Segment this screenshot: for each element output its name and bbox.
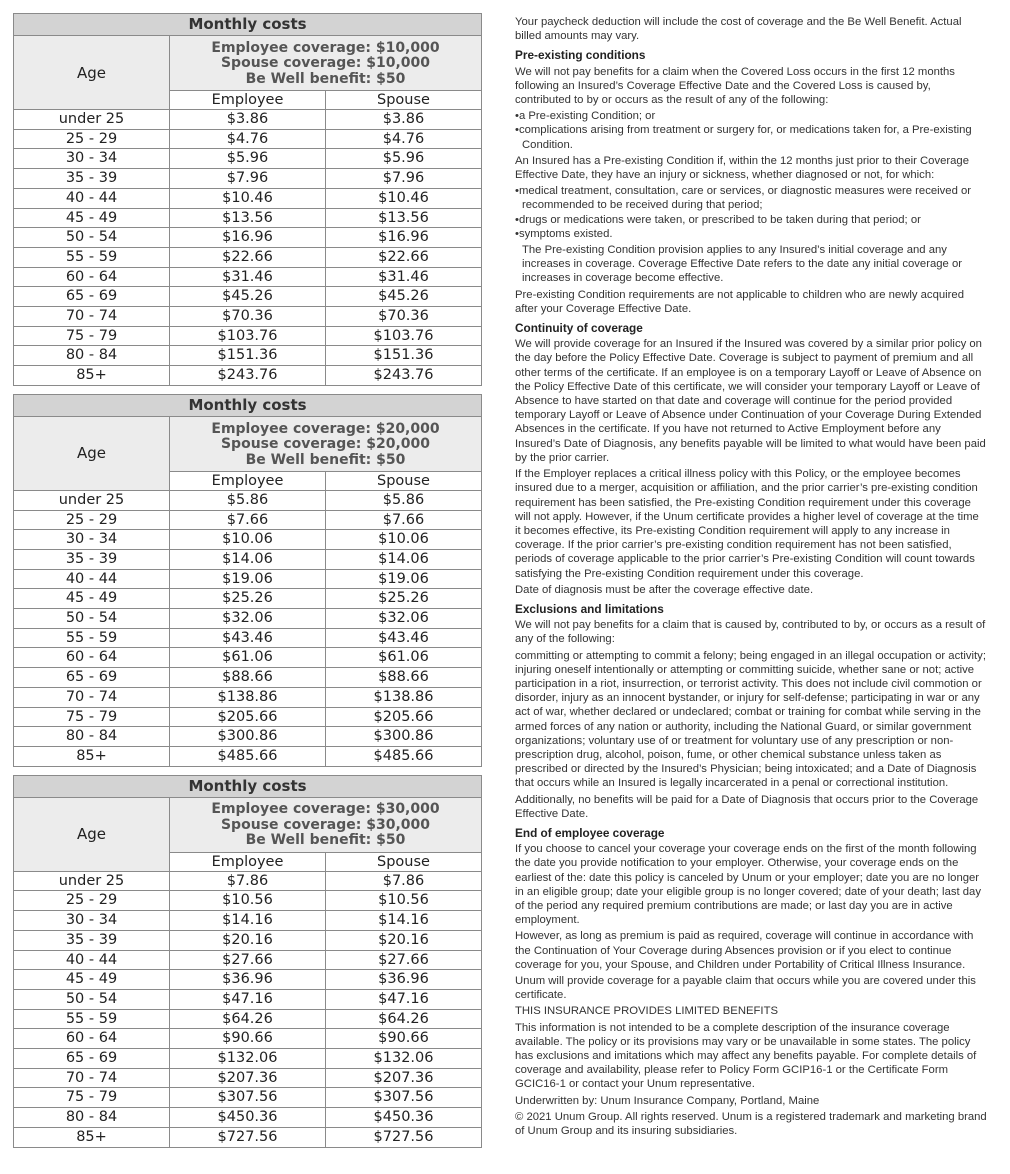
table-row [14, 1108, 482, 1128]
age-cell: 40 - 44 [14, 950, 170, 970]
employee-rate-cell: $132.06 [170, 1049, 326, 1069]
table-row [14, 1127, 482, 1147]
employee-rate-cell: $70.36 [170, 307, 326, 327]
list-item: • symptoms existed. [515, 227, 987, 241]
spouse-rate-cell: $14.16 [326, 911, 482, 931]
age-cell: 85+ [14, 366, 170, 386]
table-row [14, 549, 482, 569]
spouse-rate-cell: $45.26 [326, 287, 482, 307]
age-cell: 75 - 79 [14, 326, 170, 346]
employee-rate-cell: $727.56 [170, 1127, 326, 1147]
employee-rate-cell: $90.66 [170, 1029, 326, 1049]
age-cell: 55 - 59 [14, 628, 170, 648]
table-row [14, 149, 482, 169]
employee-rate-cell: $138.86 [170, 687, 326, 707]
be-well-benefit-line: Be Well benefit: $50 [245, 451, 406, 468]
table-row [14, 129, 482, 149]
spouse-rate-cell: $36.96 [326, 970, 482, 990]
age-cell: 60 - 64 [14, 648, 170, 668]
spouse-column-header: Spouse [326, 471, 482, 490]
employee-rate-cell: $485.66 [170, 746, 326, 766]
employee-rate-cell: $243.76 [170, 366, 326, 386]
spouse-coverage-line: Spouse coverage: $20,000 [220, 436, 431, 453]
spouse-column-header: Spouse [326, 91, 482, 110]
age-cell: 80 - 84 [14, 1108, 170, 1128]
table-row [14, 746, 482, 766]
spouse-rate-cell: $70.36 [326, 307, 482, 327]
employee-column-header: Employee [170, 852, 326, 871]
spouse-rate-cell: $727.56 [326, 1127, 482, 1147]
employee-rate-cell: $450.36 [170, 1108, 326, 1128]
spouse-rate-cell: $47.16 [326, 989, 482, 1009]
spouse-rate-cell: $151.36 [326, 346, 482, 366]
employee-rate-cell: $43.46 [170, 628, 326, 648]
table-row [14, 287, 482, 307]
spouse-rate-cell: $7.86 [326, 871, 482, 891]
table-row [14, 950, 482, 970]
paragraph: The Pre-existing Condition provision applies to any Insured’s initial coverage and any increases in coverage. Coverage Effective Date refers to the date any initial coverage or increases in coverage become effective. [522, 244, 962, 285]
table-row [14, 247, 482, 267]
spouse-rate-cell: $61.06 [326, 648, 482, 668]
age-cell: 85+ [14, 746, 170, 766]
bullet-list [515, 109, 987, 152]
employee-column-header: Employee [170, 91, 326, 110]
spouse-rate-cell: $103.76 [326, 326, 482, 346]
paragraph: Additionally, no benefits will be paid for a Date of Diagnosis that occurs prior to the Coverage Effective Date. [515, 793, 979, 820]
age-cell: 60 - 64 [14, 1029, 170, 1049]
spouse-rate-cell: $7.66 [326, 510, 482, 530]
age-cell: 50 - 54 [14, 989, 170, 1009]
spouse-rate-cell: $14.06 [326, 549, 482, 569]
coverage-header [170, 797, 482, 852]
spouse-rate-cell: $7.96 [326, 169, 482, 189]
employee-rate-cell: $14.06 [170, 549, 326, 569]
spouse-rate-cell: $43.46 [326, 628, 482, 648]
spouse-rate-cell: $20.16 [326, 930, 482, 950]
table-row [14, 589, 482, 609]
employee-rate-cell: $64.26 [170, 1009, 326, 1029]
spouse-rate-cell: $13.56 [326, 208, 482, 228]
spouse-rate-cell: $25.26 [326, 589, 482, 609]
age-cell: 35 - 39 [14, 169, 170, 189]
employee-rate-cell: $3.86 [170, 110, 326, 130]
employee-rate-cell: $307.56 [170, 1088, 326, 1108]
section-heading: End of employee coverage [515, 825, 665, 840]
employee-rate-cell: $27.66 [170, 950, 326, 970]
age-cell: 35 - 39 [14, 549, 170, 569]
employee-rate-cell: $47.16 [170, 989, 326, 1009]
paragraph: However, as long as premium is paid as required, coverage will continue in accordance with the Continuation of Your Coverage during Absences provision or if you elect to continue coverage for you, your Spouse, and Children under Portability of Critical Illness Insurance. [515, 930, 974, 971]
employee-rate-cell: $19.06 [170, 569, 326, 589]
employee-coverage-line: Employee coverage: $10,000 [211, 39, 440, 56]
age-cell: 80 - 84 [14, 346, 170, 366]
spouse-rate-cell: $90.66 [326, 1029, 482, 1049]
employee-rate-cell: $7.66 [170, 510, 326, 530]
spouse-rate-cell: $138.86 [326, 687, 482, 707]
table-title: Monthly costs [14, 394, 482, 416]
rate-tables [13, 13, 482, 1156]
table-row [14, 1068, 482, 1088]
spouse-rate-cell: $88.66 [326, 668, 482, 688]
employee-coverage-line: Employee coverage: $20,000 [211, 420, 440, 437]
paragraph: If you choose to cancel your coverage your coverage ends on the first of the month following the date you provide notification to your employer. Otherwise, your coverage ends on the earliest of the: date this policy is canceled by Unum or your employer; date you are no longer in an eligible group; date your eligible group is no longer covered; date of your death; last day of the period any required premium contributions are made; or last day you are in active employment. [515, 843, 981, 927]
age-cell: 80 - 84 [14, 727, 170, 747]
age-cell: 50 - 54 [14, 228, 170, 248]
rate-rows [14, 871, 482, 1147]
spouse-rate-cell: $27.66 [326, 950, 482, 970]
spouse-rate-cell: $307.56 [326, 1088, 482, 1108]
table-row [14, 871, 482, 891]
employee-rate-cell: $16.96 [170, 228, 326, 248]
spouse-rate-cell: $205.66 [326, 707, 482, 727]
table-row [14, 188, 482, 208]
employee-rate-cell: $151.36 [170, 346, 326, 366]
spouse-coverage-line: Spouse coverage: $10,000 [220, 55, 431, 72]
age-cell: under 25 [14, 110, 170, 130]
table-row [14, 366, 482, 386]
list-item: • complications arising from treatment or surgery for, or medications taken for, a Pre-existing Condition. [515, 123, 987, 151]
employee-column-header: Employee [170, 471, 326, 490]
table-row [14, 346, 482, 366]
employee-coverage-line: Employee coverage: $30,000 [211, 801, 440, 818]
spouse-rate-cell: $32.06 [326, 609, 482, 629]
age-cell: 60 - 64 [14, 267, 170, 287]
bullet-list [515, 184, 987, 241]
spouse-rate-cell: $243.76 [326, 366, 482, 386]
table-row [14, 727, 482, 747]
table-row [14, 668, 482, 688]
table-row [14, 326, 482, 346]
paragraph: An Insured has a Pre-existing Condition if, within the 12 months just prior to their Coverage Effective Date, they have an injury or sickness, whether diagnosed or not, for which: [515, 154, 969, 182]
table-row [14, 267, 482, 287]
table-row [14, 530, 482, 550]
age-cell: 45 - 49 [14, 970, 170, 990]
table-title: Monthly costs [14, 14, 482, 36]
age-cell: 30 - 34 [14, 530, 170, 550]
table-row [14, 110, 482, 130]
employee-rate-cell: $5.96 [170, 149, 326, 169]
age-cell: 25 - 29 [14, 129, 170, 149]
list-item: • drugs or medications were taken, or prescribed to be taken during that period; or [515, 213, 987, 227]
age-cell: 30 - 34 [14, 911, 170, 931]
age-cell: 40 - 44 [14, 188, 170, 208]
spouse-rate-cell: $450.36 [326, 1108, 482, 1128]
paragraph: Pre-existing Condition requirements are not applicable to children who are newly acquired after your Coverage Effective Date. [515, 288, 964, 315]
table-row [14, 1049, 482, 1069]
spouse-rate-cell: $31.46 [326, 267, 482, 287]
table-row [14, 911, 482, 931]
table-row [14, 510, 482, 530]
spouse-rate-cell: $4.76 [326, 129, 482, 149]
table-row [14, 169, 482, 189]
age-cell: under 25 [14, 490, 170, 510]
employee-rate-cell: $88.66 [170, 668, 326, 688]
paragraph: © 2021 Unum Group. All rights reserved. Unum is a registered trademark and marketing brand of Unum Group and its insuring subsidiaries. [515, 1110, 987, 1138]
spouse-rate-cell: $5.96 [326, 149, 482, 169]
rate-table [13, 775, 482, 1148]
coverage-header [170, 36, 482, 91]
spouse-rate-cell: $16.96 [326, 228, 482, 248]
spouse-rate-cell: $132.06 [326, 1049, 482, 1069]
table-row [14, 208, 482, 228]
age-cell: 55 - 59 [14, 247, 170, 267]
spouse-rate-cell: $64.26 [326, 1009, 482, 1029]
paragraph: We will provide coverage for an Insured if the Insured was covered by a similar prior policy on the day before the Policy Effective Date. Coverage is subject to payment of premium and all other terms of the certificate. If an employee is on a temporary Layoff or Leave of Absence on the Policy Effective Date of this certificate, we will consider your temporary Layoff or Leave of Absence to have started on that date and coverage will continue for the period provided temporary Layoff or Leave of Absence under Continuation of your Coverage During Extended Absences in the certificate. If you have not returned to Active Employment before any Insured’s Date of Diagnosis, any benefits payable will be limited to what would have been paid by the prior carrier. [515, 338, 986, 464]
employee-rate-cell: $45.26 [170, 287, 326, 307]
spouse-rate-cell: $300.86 [326, 727, 482, 747]
section-heading: Exclusions and limitations [515, 601, 664, 616]
employee-rate-cell: $32.06 [170, 609, 326, 629]
rate-rows [14, 490, 482, 766]
employee-rate-cell: $10.56 [170, 891, 326, 911]
be-well-benefit-line: Be Well benefit: $50 [245, 70, 406, 87]
employee-rate-cell: $5.86 [170, 490, 326, 510]
table-row [14, 1029, 482, 1049]
paragraph: We will not pay benefits for a claim that is caused by, contributed to by, or occurs as a result of any of the following: [515, 619, 986, 646]
paragraph: Underwritten by: Unum Insurance Company, Portland, Maine [515, 1094, 820, 1107]
table-row [14, 930, 482, 950]
paragraph: If the Employer replaces a critical illness policy with this Policy, or the employee becomes insured due to a merger, acquisition or affiliation, and the prior carrier’s pre-existing condition requirement has been satisfied, the Pre-existing Condition requirement under this coverage will not apply. However, if the Unum certificate provides a higher level of coverage at the time it becomes effective, its Pre-existing Condition requirement will apply to any increase in coverage. If the prior carrier’s pre-existing condition requirement has not been satisfied, periods of coverage applicable to the prior carrier’s Pre-existing Condition will count towards satisfying the Pre-existing Condition requirement under this coverage. [515, 468, 979, 580]
spouse-rate-cell: $10.56 [326, 891, 482, 911]
policy-details-text [515, 15, 987, 1140]
paragraph: Date of diagnosis must be after the coverage effective date. [515, 583, 814, 596]
table-row [14, 228, 482, 248]
spouse-rate-cell: $5.86 [326, 490, 482, 510]
age-cell: 45 - 49 [14, 589, 170, 609]
age-cell: 25 - 29 [14, 510, 170, 530]
spouse-rate-cell: $10.46 [326, 188, 482, 208]
employee-rate-cell: $22.66 [170, 247, 326, 267]
table-row [14, 307, 482, 327]
employee-rate-cell: $205.66 [170, 707, 326, 727]
spouse-rate-cell: $207.36 [326, 1068, 482, 1088]
age-header: Age [14, 797, 170, 871]
paragraph: We will not pay benefits for a claim when the Covered Loss occurs in the first 12 months following an Insured’s Coverage Effective Date and the Covered Loss is caused by, contributed to by or occurs as the result of any of the following: [515, 65, 955, 107]
employee-rate-cell: $13.56 [170, 208, 326, 228]
table-title: Monthly costs [14, 775, 482, 797]
section-heading: Continuity of coverage [515, 321, 643, 336]
age-cell: 70 - 74 [14, 1068, 170, 1088]
rate-table [13, 394, 482, 767]
table-row [14, 687, 482, 707]
employee-rate-cell: $10.46 [170, 188, 326, 208]
section-heading: Pre-existing conditions [515, 48, 646, 63]
age-cell: 25 - 29 [14, 891, 170, 911]
employee-rate-cell: $4.76 [170, 129, 326, 149]
age-cell: 30 - 34 [14, 149, 170, 169]
employee-rate-cell: $31.46 [170, 267, 326, 287]
table-row [14, 648, 482, 668]
spouse-rate-cell: $19.06 [326, 569, 482, 589]
coverage-header [170, 416, 482, 471]
spouse-rate-cell: $3.86 [326, 110, 482, 130]
age-cell: 85+ [14, 1127, 170, 1147]
table-row [14, 989, 482, 1009]
age-header: Age [14, 416, 170, 490]
table-row [14, 569, 482, 589]
age-header: Age [14, 36, 170, 110]
employee-rate-cell: $207.36 [170, 1068, 326, 1088]
spouse-coverage-line: Spouse coverage: $30,000 [220, 816, 431, 833]
age-cell: 75 - 79 [14, 1088, 170, 1108]
age-cell: 50 - 54 [14, 609, 170, 629]
rate-table [13, 13, 482, 386]
age-cell: 65 - 69 [14, 1049, 170, 1069]
employee-rate-cell: $20.16 [170, 930, 326, 950]
table-row [14, 490, 482, 510]
age-cell: 45 - 49 [14, 208, 170, 228]
table-row [14, 1088, 482, 1108]
age-cell: 70 - 74 [14, 307, 170, 327]
spouse-rate-cell: $485.66 [326, 746, 482, 766]
rate-rows [14, 110, 482, 386]
age-cell: 55 - 59 [14, 1009, 170, 1029]
age-cell: 70 - 74 [14, 687, 170, 707]
table-row [14, 891, 482, 911]
paragraph: This information is not intended to be a complete description of the insurance coverage available. The policy or its provisions may vary or be unavailable in some states. The policy has exclusions and imitations which may affect any benefits payable. For complete details of coverage and availability, please refer to Policy Form GCIP16-1 or the Certificate Form GCIC16-1 or contact your Unum representative. [515, 1021, 977, 1091]
table-row [14, 628, 482, 648]
spouse-rate-cell: $22.66 [326, 247, 482, 267]
employee-rate-cell: $36.96 [170, 970, 326, 990]
age-cell: 65 - 69 [14, 287, 170, 307]
employee-rate-cell: $10.06 [170, 530, 326, 550]
paragraph: Your paycheck deduction will include the cost of coverage and the Be Well Benefit. Actual billed amounts may vary. [515, 16, 962, 43]
employee-rate-cell: $14.16 [170, 911, 326, 931]
list-item: • medical treatment, consultation, care or services, or diagnostic measures were received or recommended to be received during that period; [515, 184, 987, 212]
employee-rate-cell: $7.96 [170, 169, 326, 189]
table-row [14, 609, 482, 629]
spouse-rate-cell: $10.06 [326, 530, 482, 550]
age-cell: 75 - 79 [14, 707, 170, 727]
age-cell: 35 - 39 [14, 930, 170, 950]
age-cell: 40 - 44 [14, 569, 170, 589]
age-cell: under 25 [14, 871, 170, 891]
list-item: • a Pre-existing Condition; or [515, 109, 987, 123]
employee-rate-cell: $25.26 [170, 589, 326, 609]
table-row [14, 970, 482, 990]
table-row [14, 1009, 482, 1029]
employee-rate-cell: $61.06 [170, 648, 326, 668]
age-cell: 65 - 69 [14, 668, 170, 688]
employee-rate-cell: $300.86 [170, 727, 326, 747]
be-well-benefit-line: Be Well benefit: $50 [245, 832, 406, 849]
paragraph: THIS INSURANCE PROVIDES LIMITED BENEFITS [515, 1005, 779, 1018]
employee-rate-cell: $7.86 [170, 871, 326, 891]
paragraph: committing or attempting to commit a felony; being engaged in an illegal occupation or activity; injuring oneself intentionally or attempting or committing suicide, whether sane or not; active participation in a riot, insurrection, or terrorist activity. This does not include civil commotion or disorder, injury as an innocent bystander, or injury for self-defense; participating in war or any act of war, whether declared or undeclared; combat or training for combat while serving in the armed forces of any nation or authority, including the National Guard, or similar government organizations; voluntary use of or treatment for voluntary use of any prescription or non-prescription drug, alcohol, poison, fume, or other chemical substance unless taken as prescribed or directed by the Insured’s Physician; being intoxicated; and a Date of Diagnosis that occurs while an Insured is legally incarcerated in a penal or correctional institution. [515, 649, 986, 790]
paragraph: Unum will provide coverage for a payable claim that occurs while you are covered under this certificate. [515, 975, 976, 1002]
spouse-column-header: Spouse [326, 852, 482, 871]
table-row [14, 707, 482, 727]
employee-rate-cell: $103.76 [170, 326, 326, 346]
